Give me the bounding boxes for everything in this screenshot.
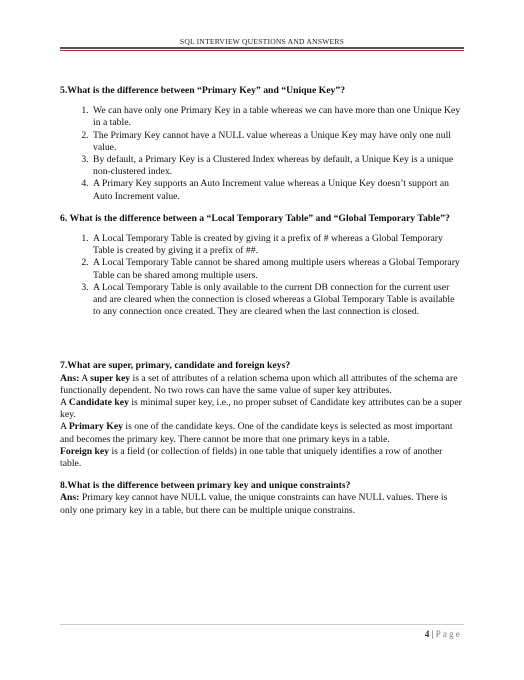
question-5-title: 5.What is the difference between “Primary Key” and “Unique Key”?: [60, 85, 346, 96]
list-item: 2. A Local Temporary Table cannot be shared among multiple users whereas a Global Temporary Table can be shared among multiple users.: [91, 257, 464, 281]
header-rule-dark: [60, 47, 464, 49]
page-number: 4: [424, 629, 430, 639]
list-item: 2. The Primary Key cannot have a NULL value whereas a Unique Key may have only one null value.: [91, 130, 464, 154]
list-item: 3. A Local Temporary Table is only available to the current DB connection for the current user and are cleared when the connection is closed whereas a Global Temporary Table is available to any connection once created. They are cleared when the last connection is closed.: [91, 282, 464, 319]
header-rule-red: [60, 50, 464, 51]
footer-rule: [60, 624, 464, 625]
page-content: [60, 85, 464, 517]
question-7-title: 7.What are super, primary, candidate and foreign keys?: [60, 360, 291, 372]
question-8-title: 8.What is the difference between primary key and unique constraints?: [60, 480, 351, 492]
running-header: SQL INTERVIEW QUESTIONS AND ANSWERS: [179, 37, 345, 46]
footer-separator: |: [429, 629, 436, 639]
question-7-answer-p4: Foreign key is a field (or collection of fields) in one table that uniquely identifies a row of another table.: [60, 445, 443, 470]
question-6-title: 6. What is the difference between a “Local Temporary Table” and “Global Temporary Table”?: [60, 212, 450, 224]
term-primary-key: Primary Key: [68, 421, 123, 433]
page-footer: [425, 629, 462, 639]
page-word: Page: [435, 629, 462, 639]
question-7-answer-p1: Ans: A super key is a set of attributes of a relation schema upon which all attributes of the schema are functionally dependent. No two rows can have the same value of super key attributes.: [60, 372, 458, 396]
question-7-answer-p2: A Candidate key is minimal super key, i.e., no proper subset of Candidate key attributes can be a super key.: [60, 397, 462, 421]
question-5-list: [60, 105, 464, 203]
question-6-list: [60, 233, 464, 318]
term-foreign-key: Foreign key: [60, 445, 110, 457]
list-item: 3. By default, a Primary Key is a Clustered Index whereas by default, a Unique Key is a unique non-clustered index.: [91, 154, 464, 178]
term-super-key: super key: [90, 372, 131, 384]
answer-label: Ans:: [60, 372, 80, 384]
term-candidate-key: Candidate key: [68, 397, 129, 409]
question-7-answer-p3: A Primary Key is one of the candidate keys. One of the candidate keys is selected as most important and becomes the primary key. There cannot be more that one primary keys in a table.: [60, 421, 453, 445]
list-item: 4. A Primary Key supports an Auto Increment value whereas a Unique Key doesn’t support an Auto Increment value.: [91, 178, 464, 202]
list-item: 1. A Local Temporary Table is created by giving it a prefix of # whereas a Global Temporary Table is created by giving it a prefix of ##.: [91, 233, 464, 257]
question-8-answer: Ans: Primary key cannot have NULL value, the unique constraints can have NULL values. There is only one primary key in a table, but there can be multiple unique constrains.: [60, 492, 448, 516]
list-item: 1. We can have only one Primary Key in a table whereas we can have more than one Unique Key in a table.: [91, 105, 464, 129]
answer-label: Ans:: [60, 492, 80, 504]
